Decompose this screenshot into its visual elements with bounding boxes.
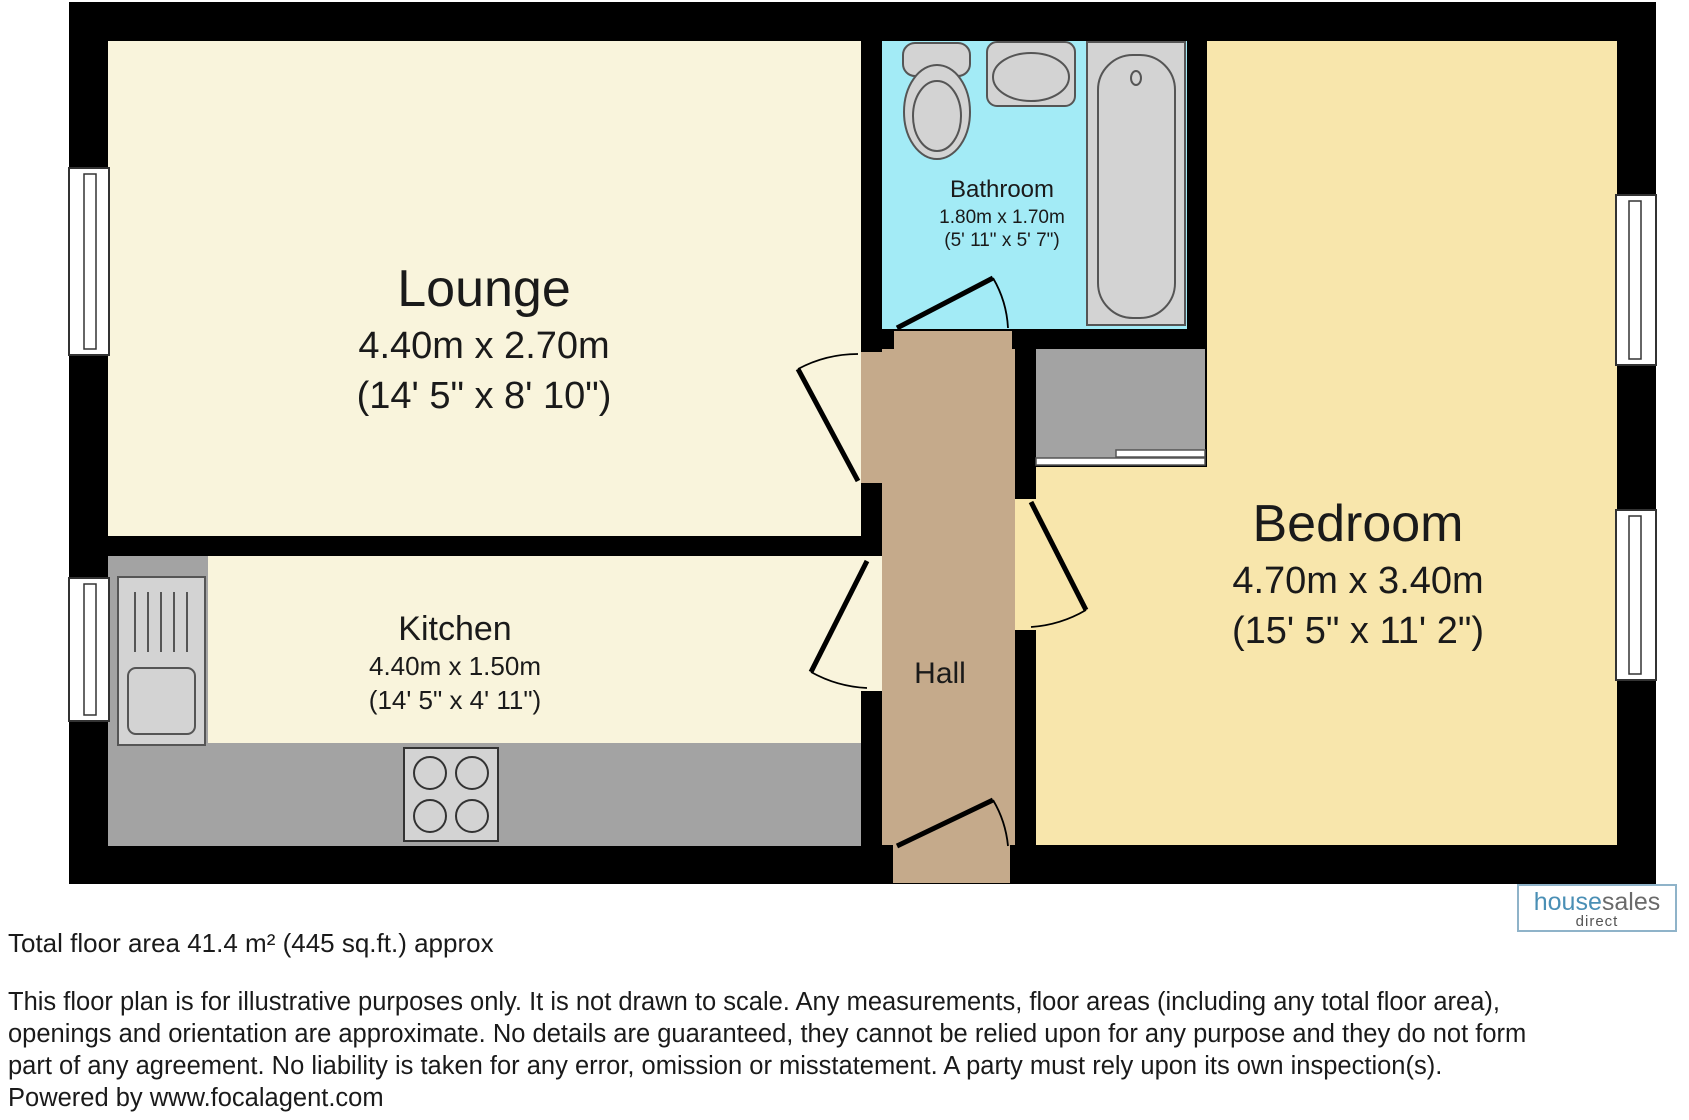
disclaimer-line: openings and orientation are approximate. No details are guaranteed, they cannot be relied upon for any purpose and they do not form <box>8 1020 1527 1048</box>
wardrobe <box>1036 349 1205 465</box>
bedroom-imperial: (15' 5" x 11' 2") <box>1231 610 1485 652</box>
logo-brand-part2: sales <box>1601 888 1661 916</box>
disclaimer-line: This floor plan is for illustrative purposes only. It is not drawn to scale. Any measurements, floor areas (including any total floor area), <box>8 988 1500 1016</box>
sink-bowl <box>128 668 195 734</box>
window-kitchen <box>69 578 109 721</box>
bedroom-lower-area <box>1036 467 1218 845</box>
bedroom-label: Bedroom <box>1252 495 1464 553</box>
wardrobe-rail-2 <box>1116 450 1205 457</box>
logo-brand <box>1519 889 1675 915</box>
bedroom-area <box>1207 41 1617 845</box>
entrance-doorway <box>893 845 1010 883</box>
bathroom-label: Bathroom <box>949 176 1055 203</box>
disclaimer-line: Powered by www.focalagent.com <box>8 1084 384 1112</box>
bathroom-imperial: (5' 11" x 5' 7") <box>944 230 1060 251</box>
window-bedroom-lower <box>1616 510 1656 680</box>
lounge-label: Lounge <box>397 260 571 318</box>
window-lounge <box>69 168 109 355</box>
bathroom-metric: 1.80m x 1.70m <box>939 207 1065 228</box>
wardrobe-rail <box>1036 458 1205 465</box>
logo-brand-part1: house <box>1533 888 1602 916</box>
logo-sub: direct <box>1575 913 1619 930</box>
kitchen-doorway <box>861 556 882 691</box>
hall-area <box>882 349 1015 845</box>
housesales-direct-logo <box>1517 884 1677 932</box>
disclaimer-line: part of any agreement. No liability is taken for any error, omission or misstatement. A party must rely upon its own inspection(s). <box>8 1052 1443 1080</box>
bedroom-metric: 4.70m x 3.40m <box>1232 560 1484 602</box>
total-floor-area: Total floor area 41.4 m² (445 sq.ft.) approx <box>8 928 494 958</box>
lounge-imperial: (14' 5" x 8' 10") <box>356 375 612 417</box>
kitchen-label: Kitchen <box>398 610 512 648</box>
basin-bowl <box>993 53 1069 101</box>
hall-doorway-top <box>894 331 1012 351</box>
hall-label: Hall <box>914 657 966 690</box>
bath-inner <box>1098 55 1175 318</box>
lounge-metric: 4.40m x 2.70m <box>358 325 610 367</box>
window-bedroom-upper <box>1616 195 1656 365</box>
bedroom-doorway <box>1015 499 1037 630</box>
disclaimer <box>8 986 1678 1114</box>
kitchen-imperial: (14' 5" x 4' 11") <box>368 685 542 715</box>
kitchen-metric: 4.40m x 1.50m <box>369 651 541 681</box>
lounge-doorway <box>861 352 882 483</box>
